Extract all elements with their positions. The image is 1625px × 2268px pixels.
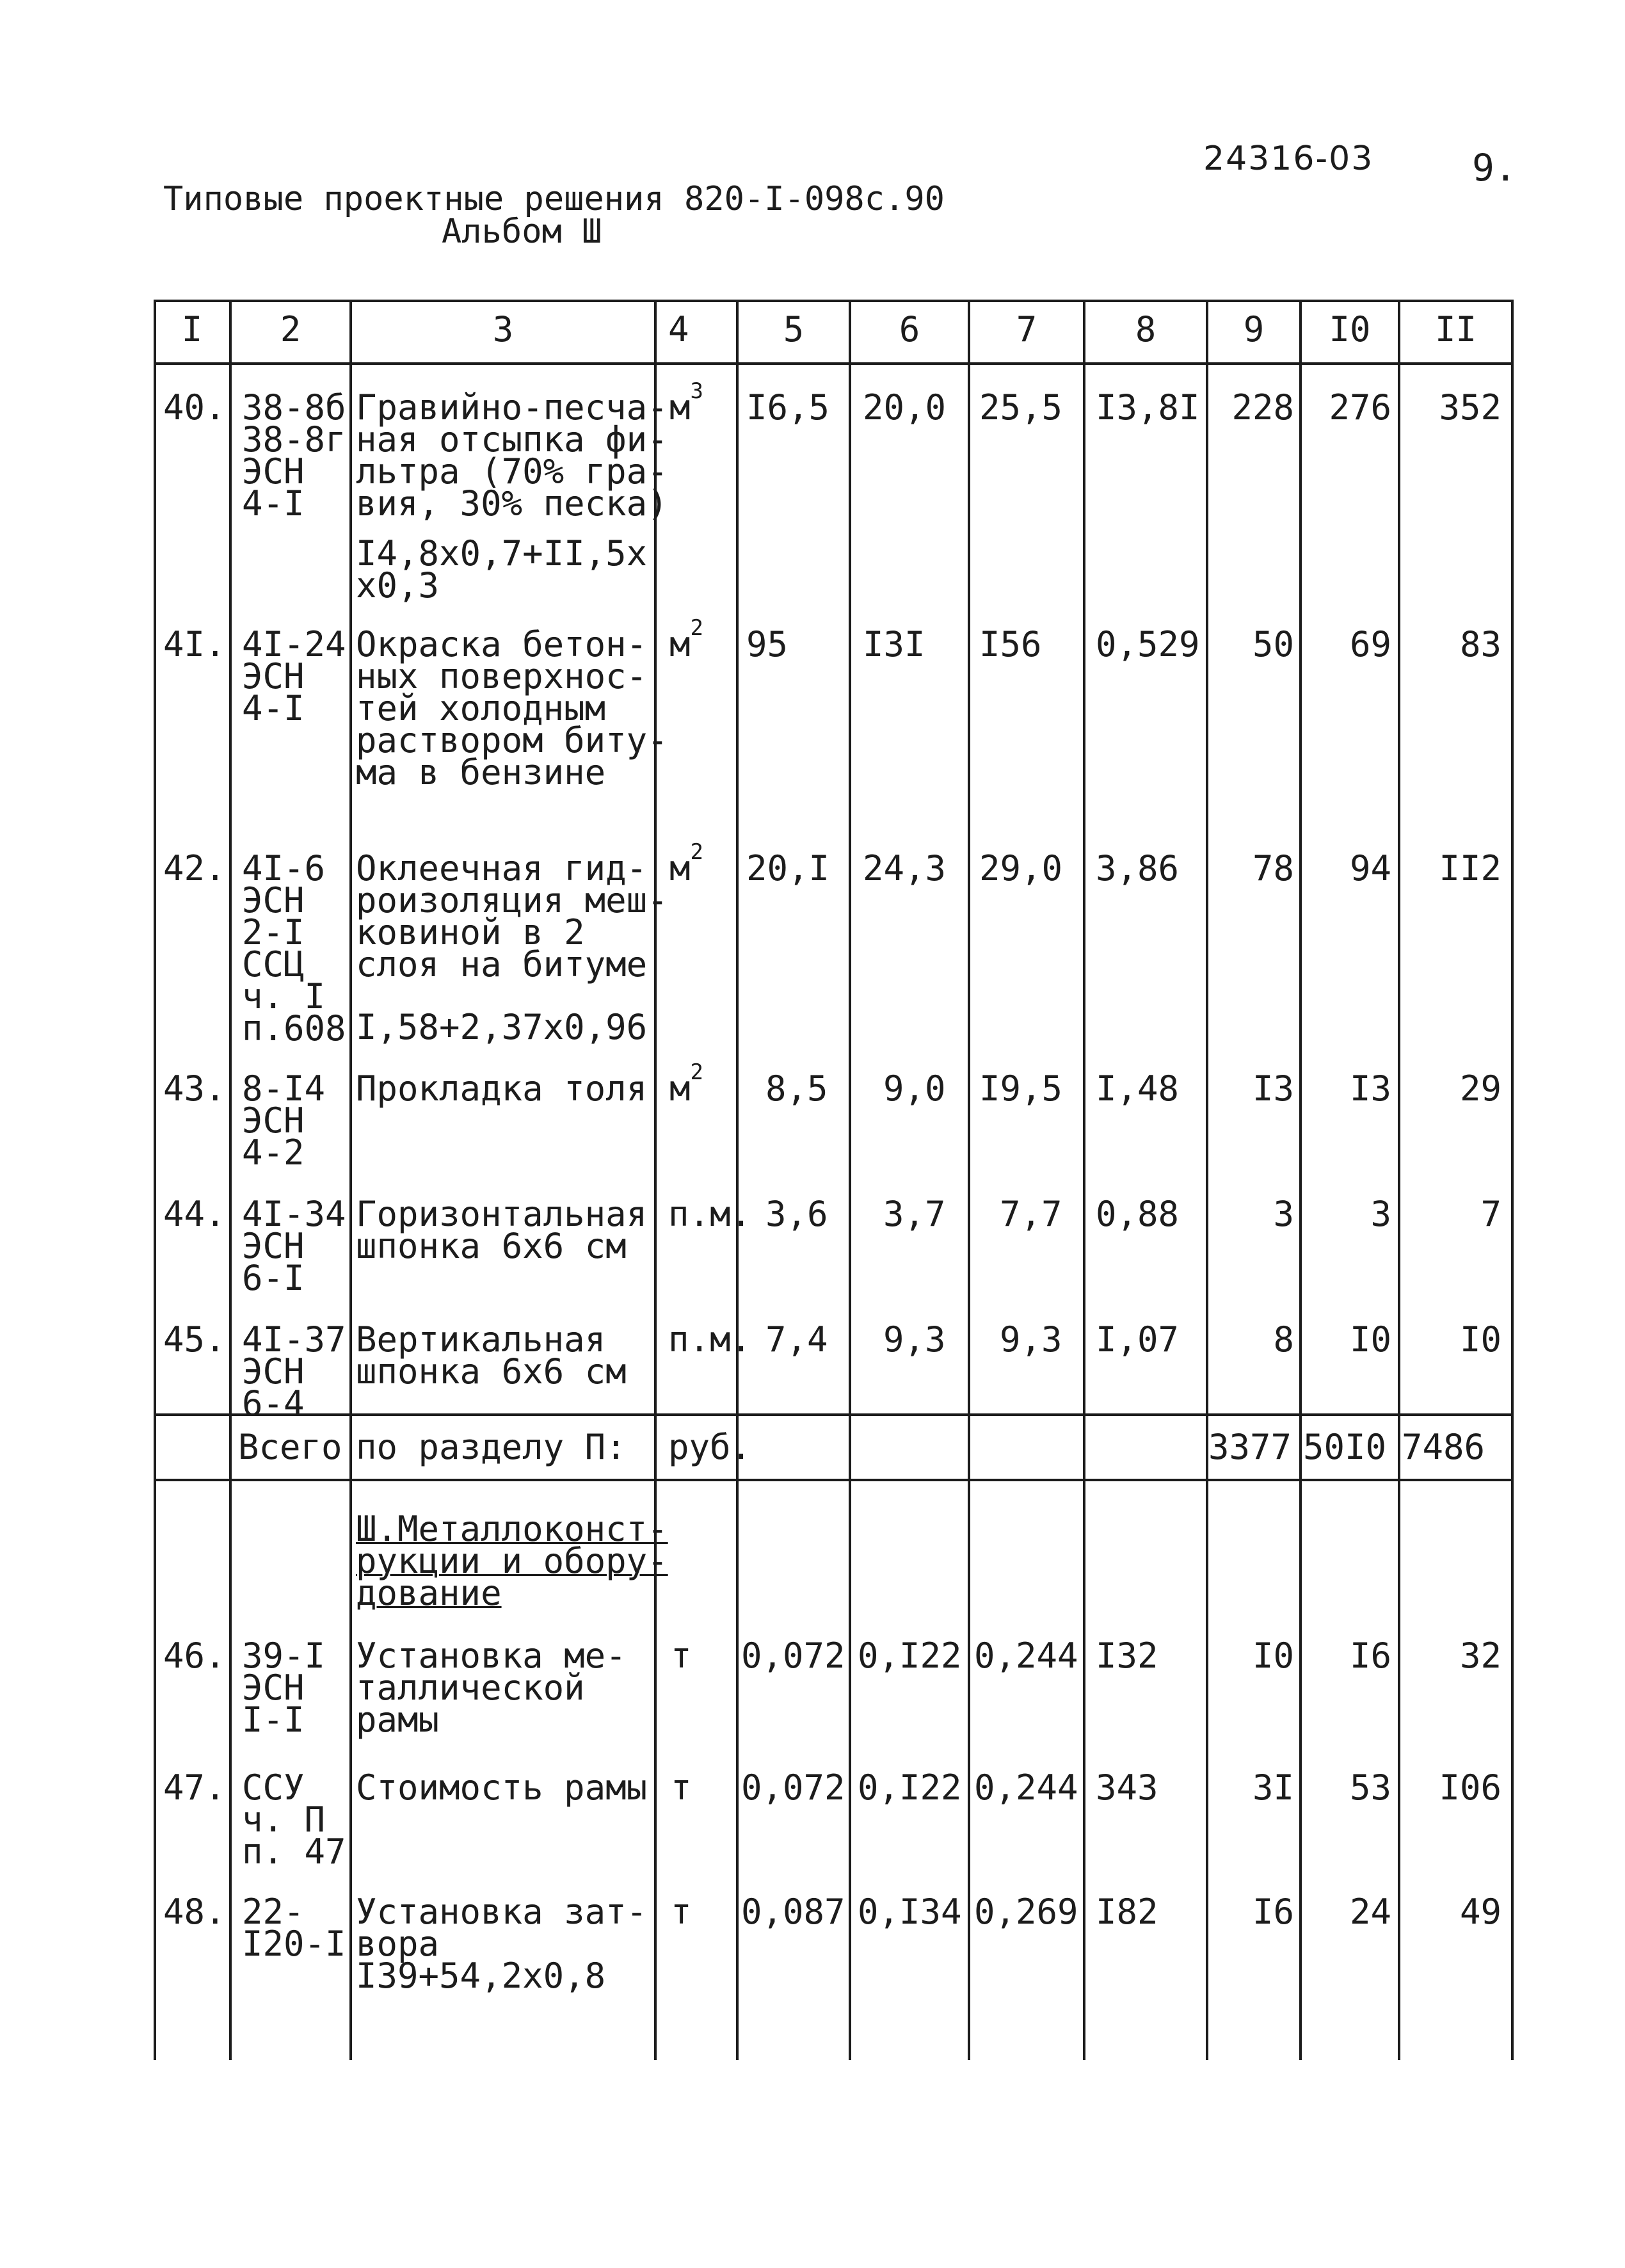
cell-7: I56 [979,624,1042,664]
cell-11: 7 [1480,1194,1501,1234]
cell-5: 3,6 [765,1194,828,1234]
row-description: Установка ме- таллической рамы [356,1636,627,1740]
column-header: 9 [1243,309,1265,350]
column-rule [849,300,851,2060]
row-unit: $м^2$ [669,615,703,664]
cell-10: I0 [1349,1319,1391,1360]
row-unit: т [671,1892,692,1932]
cell-11: 29 [1459,1068,1501,1109]
cell-7: 0,269 [974,1892,1078,1932]
cell-6: I3I [863,624,925,664]
cell-9: 228 [1231,387,1294,428]
row-description: Оклеечная гид- роизоляция меш- ковиной в 2 слоя на битуме [356,848,668,985]
column-rule [654,300,657,2060]
row-unit: $м^2$ [669,1059,703,1109]
cell-7: 0,244 [974,1636,1078,1676]
row-description: Гравийно-песча- ная отсыпка фи- льтра (70% гра- вия, 30% песка) [356,387,668,524]
cell-8: I32 [1096,1636,1158,1676]
row-formula: I4,8х0,7+II,5х х0,3 [356,533,648,606]
row-unit: п.м. [668,1194,752,1234]
column-header: 3 [492,309,514,350]
cell-9: 3I [1252,1767,1294,1808]
cell-6: 0,I34 [858,1892,962,1932]
cell-8: 3,86 [1096,848,1180,889]
total-9: 3377 [1208,1427,1292,1467]
cell-11: 352 [1439,387,1501,428]
total-11: 7486 [1402,1427,1485,1467]
row-number: 40. [163,387,226,428]
row-description: Горизонтальная шпонка 6х6 см [356,1194,648,1266]
row-number: 45. [163,1319,226,1360]
cell-10: I6 [1349,1636,1391,1676]
cell-6: 9,3 [883,1319,946,1360]
row-number: 46. [163,1636,226,1676]
cell-6: 0,I22 [858,1767,962,1808]
total-bottom-border [154,1479,1514,1481]
column-rule [154,300,156,2060]
cell-6: 3,7 [883,1194,946,1234]
column-header: I [181,309,203,350]
row-description: Установка зат- вора I39+54,2х0,8 [356,1892,648,1996]
header-separator [154,362,1514,365]
cell-10: I3 [1349,1068,1391,1109]
row-number: 44. [163,1194,226,1234]
column-rule [349,300,352,2060]
cell-8: I,07 [1096,1319,1180,1360]
cell-5: 20,I [746,848,830,889]
cell-10: 69 [1349,624,1391,664]
row-unit: $м^3$ [669,378,703,428]
cell-9: 78 [1252,848,1294,889]
row-code: 4I-34 ЭСН 6-I [242,1194,346,1298]
row-code: 39-I ЭСН I-I [242,1636,326,1740]
row-code: 4I-6 ЭСН 2-I ССЦ ч. I п.608 [242,848,346,1049]
column-rule [736,300,739,2060]
cell-10: 94 [1349,848,1391,889]
page-number: 9. [1472,146,1517,189]
column-header: I0 [1329,309,1371,350]
row-code: 22- I20-I [242,1892,346,1964]
cell-8: 0,88 [1096,1194,1180,1234]
row-code: ССУ ч. П п. 47 [242,1767,346,1872]
row-code: 4I-24 ЭСН 4-I [242,624,346,728]
row-formula: I,58+2,37х0,96 [356,1007,648,1047]
cell-7: 29,0 [979,848,1063,889]
cell-5: 95 [746,624,788,664]
row-unit: $м^2$ [669,839,703,889]
total-top-border [154,1413,1514,1416]
cell-8: I3,8I [1096,387,1200,428]
row-code: 8-I4 ЭСН 4-2 [242,1068,326,1173]
total-unit: руб. [668,1427,752,1467]
cell-5: 7,4 [765,1319,828,1360]
cell-8: 343 [1096,1767,1158,1808]
cell-6: 0,I22 [858,1636,962,1676]
cell-7: I9,5 [979,1068,1063,1109]
total-10: 50I0 [1303,1427,1387,1467]
cell-9: I0 [1252,1636,1294,1676]
cell-7: 7,7 [1000,1194,1062,1234]
cell-11: 49 [1459,1892,1501,1932]
cell-10: 276 [1329,387,1391,428]
cell-6: 20,0 [863,387,947,428]
column-rule [968,300,970,2060]
cell-11: I0 [1459,1319,1501,1360]
row-unit: п.м. [668,1319,752,1360]
column-header: 8 [1135,309,1157,350]
cell-8: I82 [1096,1892,1158,1932]
table-top-border [154,300,1514,302]
row-number: 4I. [163,624,226,664]
cell-9: 50 [1252,624,1294,664]
row-number: 42. [163,848,226,889]
cell-7: 25,5 [979,387,1063,428]
cell-10: 24 [1349,1892,1391,1932]
total-description: по разделу П: [356,1427,627,1467]
cell-7: 9,3 [1000,1319,1062,1360]
row-number: 48. [163,1892,226,1932]
row-code: 4I-37 ЭСН 6-4 [242,1319,346,1424]
row-code: 38-8б 38-8г ЭСН 4-I [242,387,346,524]
cell-7: 0,244 [974,1767,1078,1808]
cell-9: 3 [1273,1194,1294,1234]
cell-11: 83 [1459,624,1501,664]
column-header: 7 [1016,309,1037,350]
row-description: Стоимость рамы [356,1767,648,1808]
section-heading: Ш.Металлоконст- рукции и обору- дование [356,1509,668,1613]
cell-5: 8,5 [765,1068,828,1109]
cell-6: 9,0 [883,1068,946,1109]
cell-11: I06 [1439,1767,1501,1808]
cell-11: 32 [1459,1636,1501,1676]
row-description: Прокладка толя [356,1068,648,1109]
cell-9: I6 [1252,1892,1294,1932]
cell-5: 0,087 [741,1892,845,1932]
cell-9: 8 [1273,1319,1294,1360]
cell-8: I,48 [1096,1068,1180,1109]
column-header: 6 [899,309,920,350]
total-label: Всего [238,1427,342,1467]
cell-10: 53 [1349,1767,1391,1808]
row-description: Вертикальная шпонка 6х6 см [356,1319,627,1392]
row-unit: т [671,1636,692,1676]
cell-5: 0,072 [741,1636,845,1676]
column-header: II [1434,309,1477,350]
cell-5: I6,5 [746,387,830,428]
cell-6: 24,3 [863,848,947,889]
cell-11: II2 [1439,848,1501,889]
column-header: 2 [280,309,301,350]
column-header: 4 [668,309,689,350]
cell-8: 0,529 [1096,624,1200,664]
album-label: Альбом Ш [442,213,602,251]
row-description: Окраска бетон- ных поверхнос- тей холодным раствором биту- ма в бензине [356,624,668,792]
column-rule [229,300,232,2060]
row-number: 43. [163,1068,226,1109]
column-rule [1511,300,1514,2060]
cell-9: I3 [1252,1068,1294,1109]
cell-10: 3 [1370,1194,1391,1234]
cell-5: 0,072 [741,1767,845,1808]
document-number: 24316-03 [1203,140,1374,178]
row-number: 47. [163,1767,226,1808]
row-unit: т [671,1767,692,1808]
column-header: 5 [783,309,804,350]
column-rule [1083,300,1085,2060]
document-title: Типовые проектные решения 820-I-098с.90 [163,180,945,218]
